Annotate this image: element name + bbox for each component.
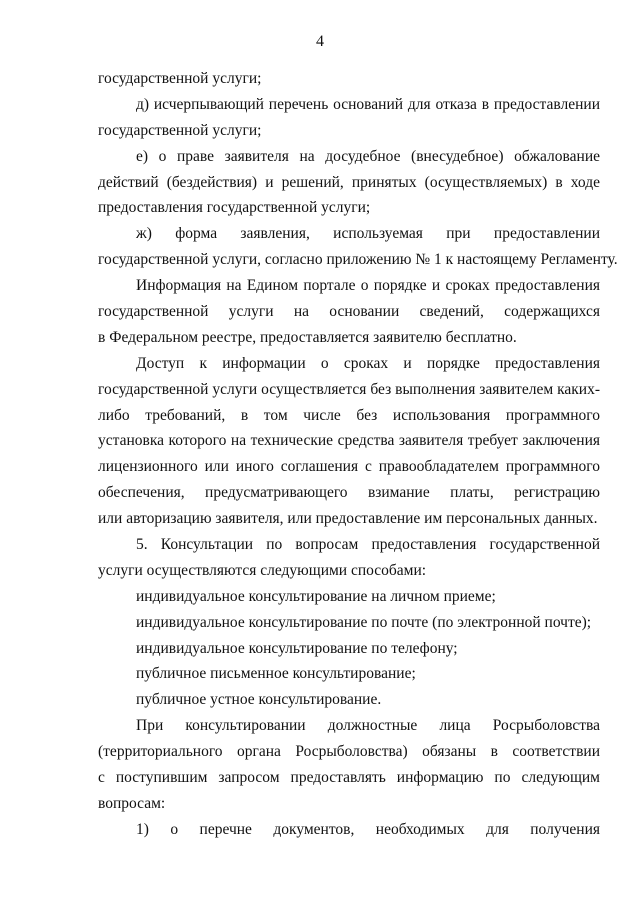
text-line: или авторизацию заявителя, или предоставление им персональных данных. bbox=[98, 510, 598, 528]
document-body bbox=[98, 66, 618, 843]
text-line: Информация на Едином портале о порядке и сроках предоставления bbox=[136, 277, 600, 295]
text-line: государственной услуги на основании сведений, содержащихся bbox=[98, 303, 600, 321]
text-line: ж) форма заявления, используемая при предоставлении bbox=[136, 225, 600, 243]
text-line: е) о праве заявителя на досудебное (внесудебное) обжалование bbox=[136, 147, 600, 165]
text-line: индивидуальное консультирование по телефону; bbox=[136, 639, 458, 657]
text-line: предоставления государственной услуги; bbox=[98, 199, 371, 217]
text-line: действий (бездействия) и решений, принятых (осуществляемых) в ходе bbox=[98, 173, 600, 191]
text-line: д) исчерпывающий перечень оснований для отказа в предоставлении bbox=[136, 95, 600, 113]
text-line: (территориального органа Росрыболовства) обязаны в соответствии bbox=[98, 743, 600, 761]
text-line: вопросам: bbox=[98, 794, 166, 812]
text-line: 1) о перечне документов, необходимых для получения bbox=[136, 820, 600, 838]
text-line: Доступ к информации о сроках и порядке предоставления bbox=[136, 354, 600, 372]
text-line: установка которого на технические средства заявителя требует заключения bbox=[98, 432, 600, 450]
text-line: При консультировании должностные лица Росрыболовства bbox=[136, 717, 600, 735]
text-line: государственной услуги; bbox=[98, 70, 262, 87]
text-line: услуги осуществляются следующими способами: bbox=[98, 561, 427, 579]
text-line: обеспечения, предусматривающего взимание платы, регистрацию bbox=[98, 484, 600, 502]
text-line: государственной услуги осуществляется без выполнения заявителем каких- bbox=[98, 380, 600, 398]
text-line: публичное письменное консультирование; bbox=[136, 665, 416, 683]
text-line: с поступившим запросом предоставлять информацию по следующим bbox=[98, 769, 600, 787]
text-line: индивидуальное консультирование по почте (по электронной почте); bbox=[136, 613, 592, 631]
text-line: индивидуальное консультирование на личном приеме; bbox=[136, 587, 496, 605]
page-number: 4 bbox=[316, 33, 324, 50]
text-line: 5. Консультации по вопросам предоставления государственной bbox=[136, 536, 600, 554]
text-line: лицензионного или иного соглашения с правообладателем программного bbox=[98, 458, 600, 476]
text-line: публичное устное консультирование. bbox=[136, 691, 382, 709]
text-line: в Федеральном реестре, предоставляется заявителю бесплатно. bbox=[98, 328, 517, 346]
text-line: государственной услуги; bbox=[98, 121, 262, 139]
text-line: либо требований, в том числе без использования программного bbox=[98, 406, 600, 424]
text-line: государственной услуги, согласно приложению № 1 к настоящему Регламенту. bbox=[98, 251, 618, 269]
